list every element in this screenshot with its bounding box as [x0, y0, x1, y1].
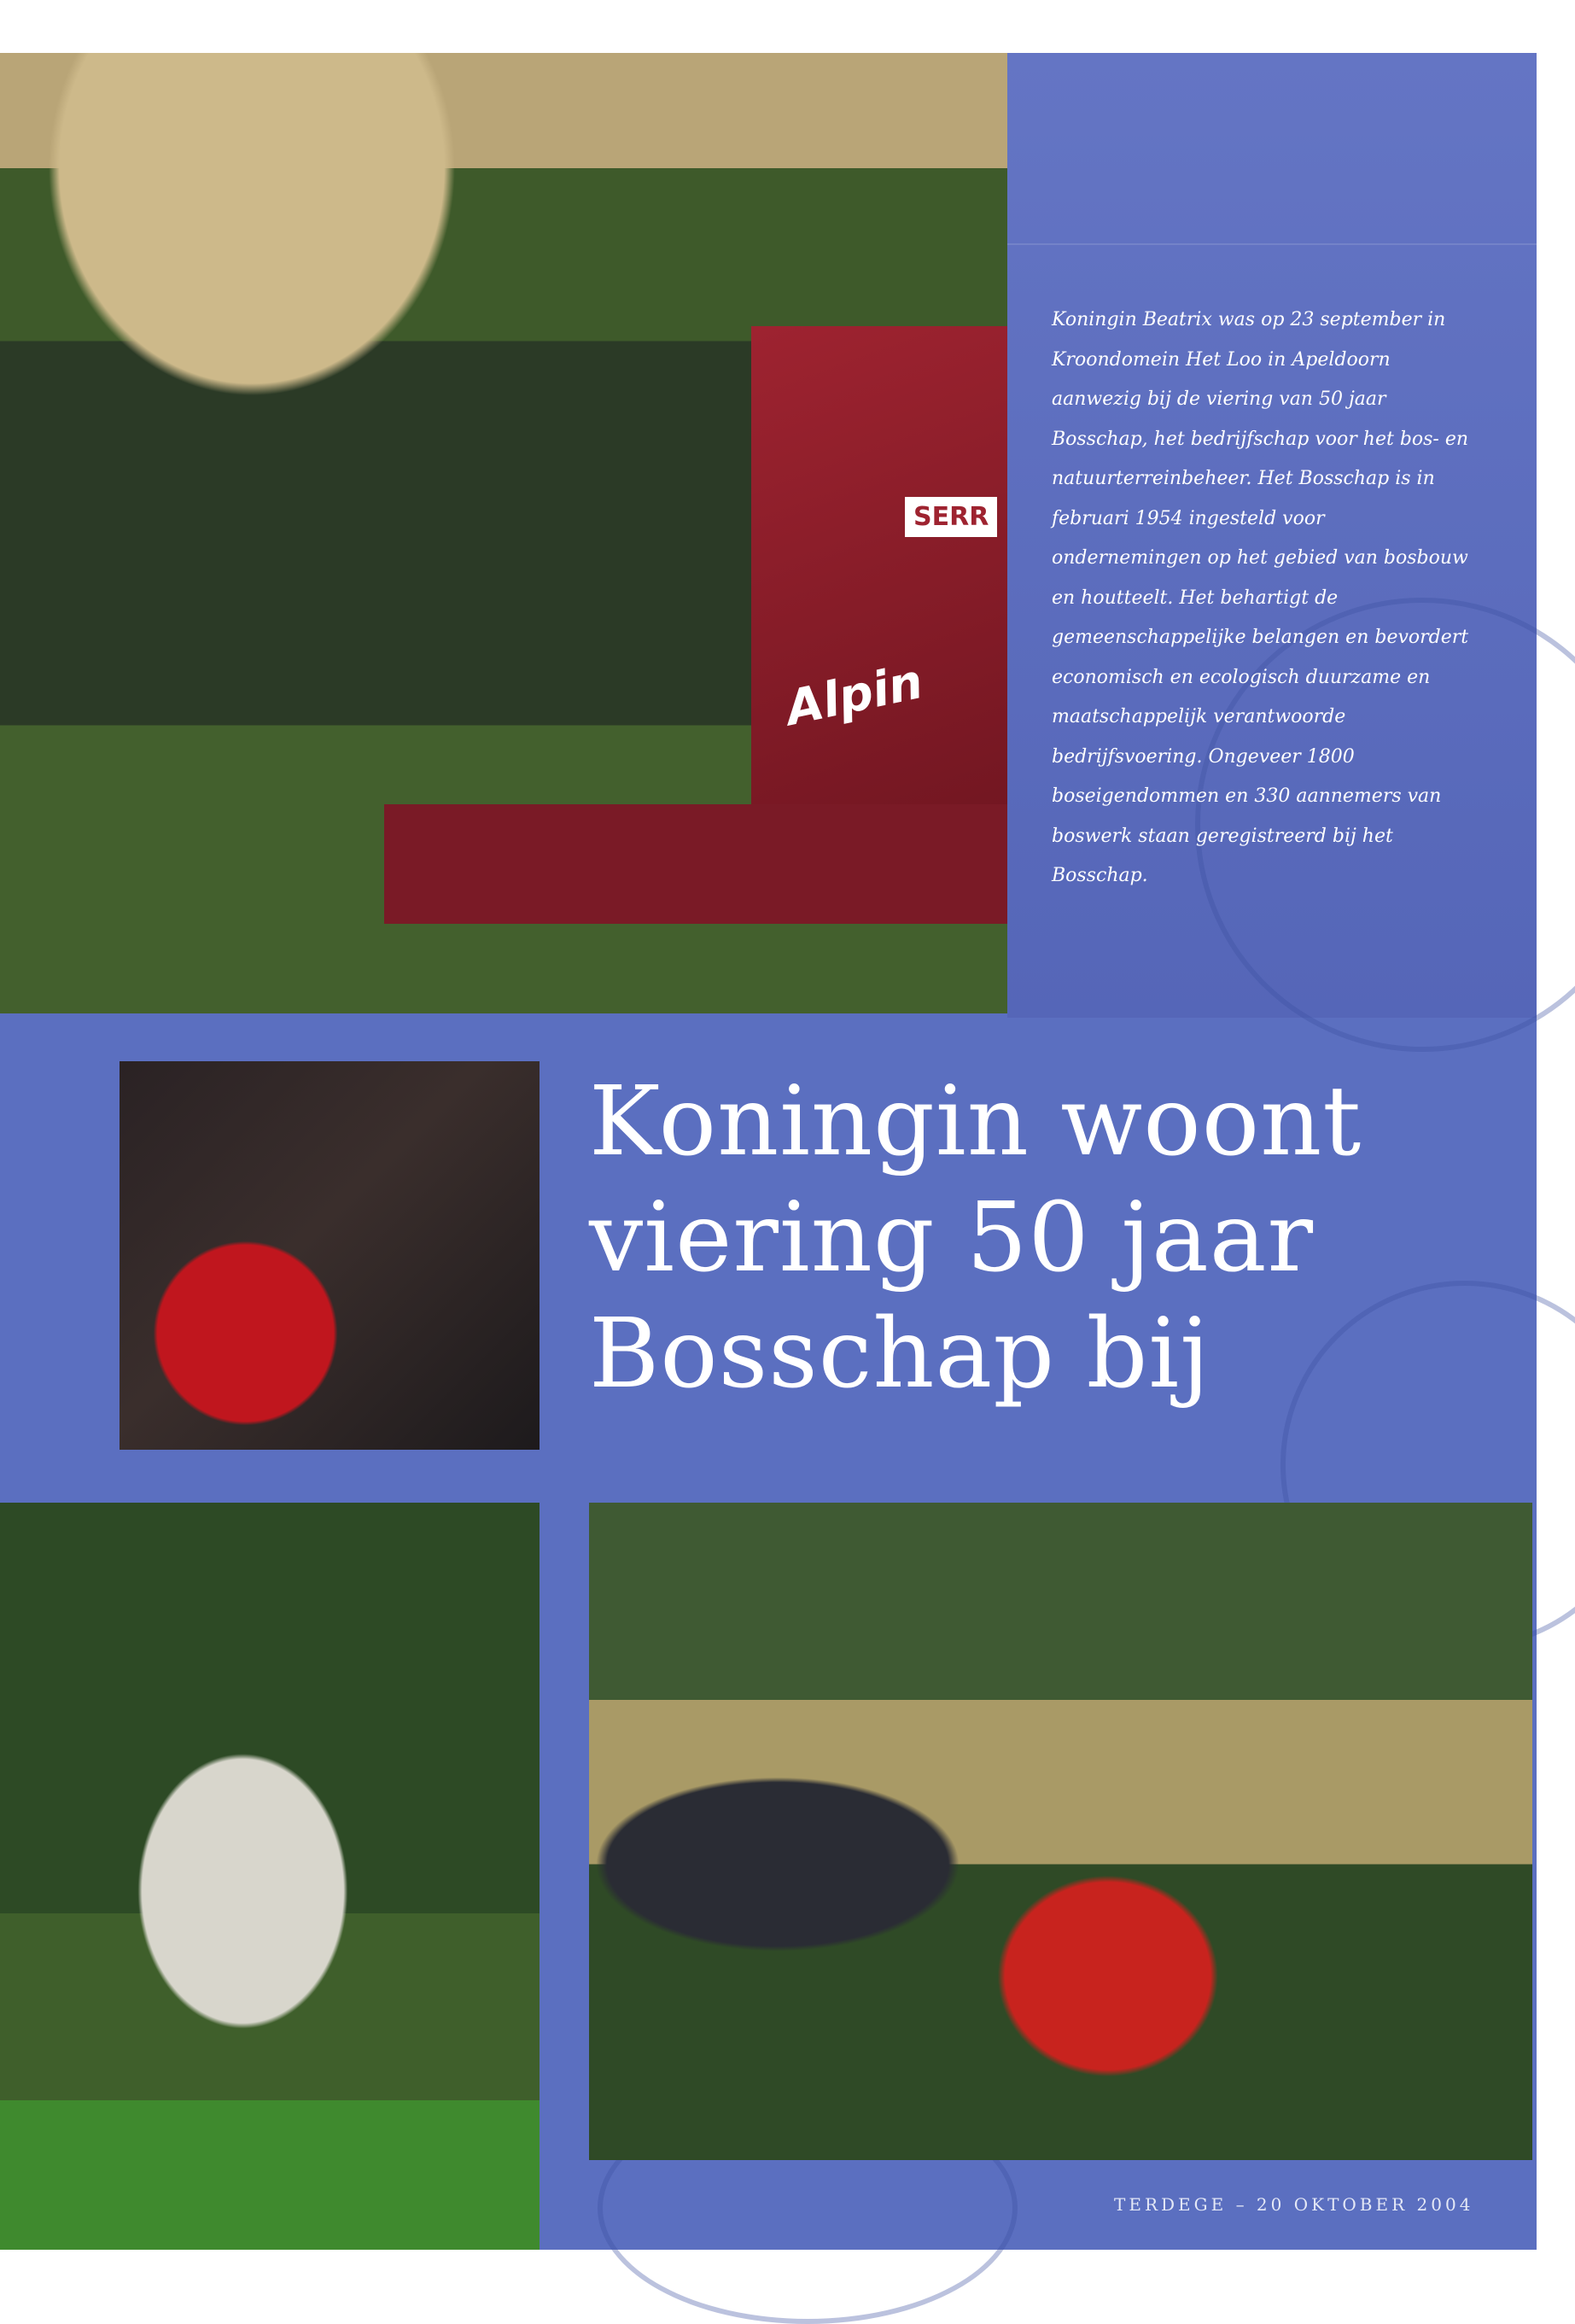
machine-logo: Alpin [781, 653, 928, 738]
headline-line-3: Bosschap bij [589, 1299, 1210, 1410]
machine-brand-sign: SERR [905, 497, 997, 537]
sawmill-table [384, 804, 1007, 924]
headline-line-1: Koningin woont [589, 1066, 1362, 1177]
photo-queen-with-bouquet [589, 1503, 1532, 2160]
photo-queen-receives-gift [120, 1061, 540, 1450]
headline-line-2: viering 50 jaar [589, 1182, 1315, 1293]
photo-sawmill-demonstration [0, 53, 1007, 1013]
panel-divider [1007, 243, 1537, 245]
article-headline [589, 1064, 1537, 1412]
photo-caption: Koningin Beatrix was op 23 september in Kroondomein Het Loo in Apeldoorn aanwezig bij de viering van 50 jaar Bosschap, het bedrijfschap voor het bos- en natuurterreinbeheer. Het Bosschap is in februari 1954 ingesteld voor ondernemingen op het gebied van bosbouw en houtteelt. Het behartigt de gemeenschappelijke belangen en bevordert economisch en ecologisch duurzame en maatschappelijk verantwoorde bedrijfsvoering. Ongeveer 1800 boseigendommen en 330 aannemers van boswerk staan geregistreerd bij het Bosschap. [1052, 309, 1469, 886]
page-footer: TERDEGE – 20 OKTOBER 2004 [1114, 2194, 1474, 2215]
photo-tipi-procession [0, 1503, 540, 2250]
sawmill-machine [751, 326, 1007, 873]
